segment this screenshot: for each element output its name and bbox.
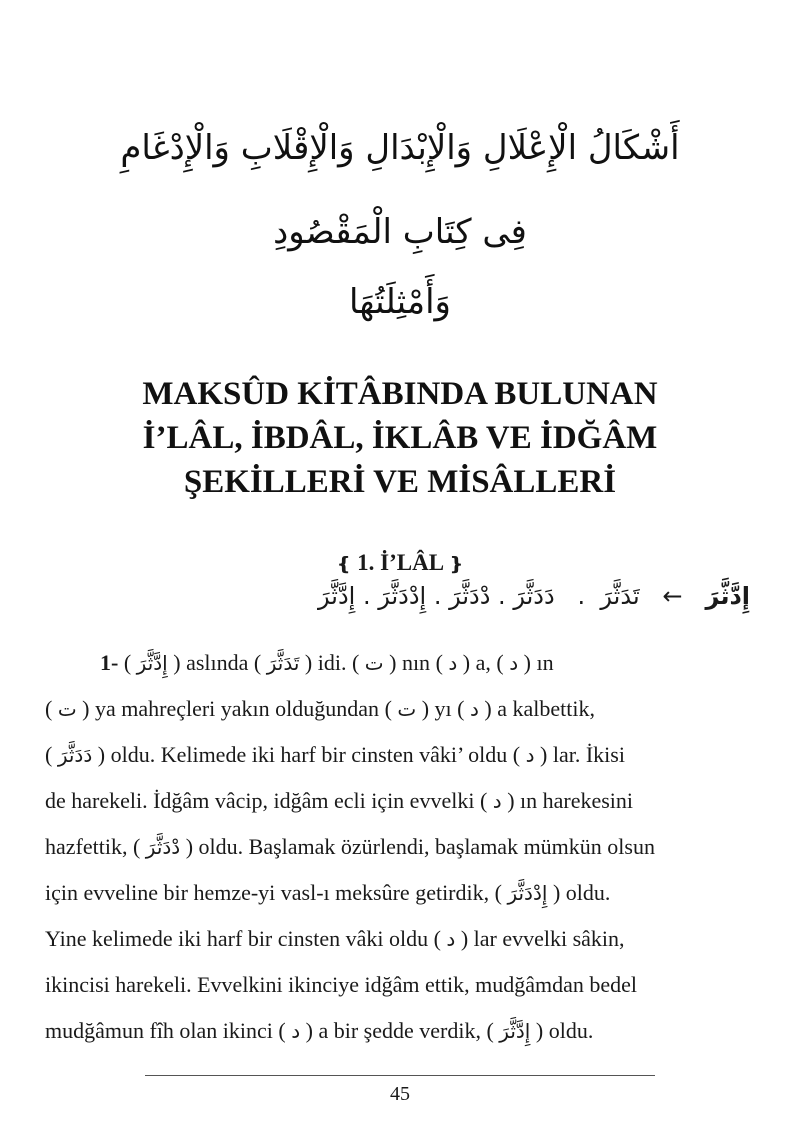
text-run: a, (475, 650, 491, 675)
text-run: oldu. (565, 880, 611, 905)
text-run: lar. İkisi (552, 742, 625, 767)
arabic-term: إِدَّثَّرَ (499, 1019, 531, 1043)
section-heading (0, 550, 800, 576)
paragraph-line-6: için evveline bir hemze-yi vasl-ı meksûre getirdik, ( إِدْدَثَّرَ ) oldu. (45, 880, 611, 905)
paragraph-line-2: ( ت ) ya mahreçleri yakın olduğundan ( ت ) yı ( د ) a kalbettik, (45, 696, 595, 721)
footer-divider (145, 1075, 655, 1076)
arabic-term: د (492, 789, 502, 813)
arabic-term: د (448, 651, 458, 675)
arabic-term: إِدَّثَّرَ (136, 651, 168, 675)
derivation-arrow: ← (662, 582, 683, 610)
chapter-title-line-2: İ’LÂL, İBDÂL, İKLÂB VE İDĞÂM (142, 420, 658, 456)
paragraph-line-8 (45, 962, 760, 1008)
paragraph-line-4: de harekeli. İdğâm vâcip, idğâm ecli için evvelki ( د ) ın harekesini (45, 788, 634, 813)
text-run: ın (536, 650, 554, 675)
text-run: a kalbettik, (497, 696, 595, 721)
arabic-term: ت (364, 651, 384, 675)
chapter-title-line-3: ŞEKİLLERİ VE MİSÂLLERİ (183, 464, 617, 500)
derivation-step-1: تَدَثَّرَ (600, 582, 640, 610)
arabic-term: دْدَثَّرَ (145, 835, 181, 859)
text-run: hazfettik, (45, 834, 128, 859)
text-run: mudğâmun fîh olan ikinci (45, 1018, 273, 1043)
arabic-heading-line-2: فِى كِتَابِ الْمَقْصُودِ (273, 212, 527, 252)
text-run: a bir şedde verdik, (318, 1018, 481, 1043)
ornament-right: ❵ (448, 554, 464, 574)
derivation-step-5: إِدَّثَّرَ (318, 582, 356, 610)
derivation-sep-3: . (433, 582, 442, 610)
paragraph-line-3: ( دَدَثَّرَ ) oldu. Kelimede iki harf bir cinsten vâki’ oldu ( د ) lar. İkisi (45, 742, 625, 767)
text-run: aslında (186, 650, 249, 675)
arabic-term: إِدْدَثَّرَ (507, 881, 548, 905)
text-run: Yine kelimede iki harf bir cinsten vâki oldu (45, 926, 429, 951)
derivation-step-3: دْدَثَّرَ (449, 582, 491, 610)
section-label: 1. İ’LÂL (357, 550, 443, 575)
paragraph-line-5: hazfettik, ( دْدَثَّرَ ) oldu. Başlamak özürlendi, başlamak mümkün olsun (45, 834, 655, 859)
derivation-sep-1: . (577, 582, 586, 610)
chapter-title (0, 372, 800, 504)
arabic-term: د (509, 651, 519, 675)
arabic-term: ت (397, 697, 417, 721)
paragraph-line-1: 1- ( إِدَّثَّرَ ) aslında ( تَدَثَّرَ ) idi. ( ت ) nın ( د ) a, ( د ) ın (100, 650, 554, 675)
paragraph-body (45, 640, 760, 1054)
text-run: ın harekesini (520, 788, 634, 813)
text-run: ikincisi harekeli. Evvelkini ikinciye idğâm ettik, mudğâmdan bedel (45, 972, 638, 997)
derivation-step-4: إِدْدَثَّرَ (378, 582, 427, 610)
text-run: yı (434, 696, 452, 721)
arabic-term: دَدَثَّرَ (57, 743, 93, 767)
text-run: idi. (317, 650, 347, 675)
text-run: oldu. (548, 1018, 594, 1043)
ornament-left: ❴ (336, 554, 352, 574)
paragraph-line-9: mudğâmun fîh olan ikinci ( د ) a bir şedde verdik, ( إِدَّثَّرَ ) oldu. (45, 1018, 594, 1043)
arabic-term: د (446, 927, 456, 951)
arabic-term: د (525, 743, 535, 767)
arabic-heading-line-3: وَأَمْثِلَتُهَا (349, 282, 451, 322)
derivation-sep-2: . (498, 582, 506, 610)
derivation-line (250, 582, 750, 610)
arabic-heading-line-1: أَشْكَالُ الْإِعْلَالِ وَالْإِبْدَالِ وَالْإِقْلَابِ وَالْإِدْغَامِ (120, 128, 680, 168)
derivation-result: إِدَّثَّرَ (705, 582, 750, 610)
derivation-sep-4: . (362, 582, 371, 610)
derivation-step-2: دَدَثَّرَ (513, 582, 555, 610)
text-run: de harekeli. İdğâm vâcip, idğâm ecli için evvelki (45, 788, 475, 813)
text-run: lar evvelki sâkin, (473, 926, 625, 951)
paragraph-line-7: Yine kelimede iki harf bir cinsten vâki oldu ( د ) lar evvelki sâkin, (45, 926, 625, 951)
text-run: için evveline bir hemze-yi vasl-ı meksûre getirdik, (45, 880, 490, 905)
arabic-term: د (470, 697, 479, 721)
arabic-term: تَدَثَّرَ (266, 651, 300, 675)
chapter-title-line-1: MAKSÛD KİTÂBINDA BULUNAN (142, 376, 658, 412)
arabic-term: د (291, 1019, 301, 1043)
text-run: nın (401, 650, 431, 675)
text-run: oldu. Kelimede iki harf bir cinsten vâki’ oldu (110, 742, 508, 767)
item-number: 1- (100, 650, 119, 675)
text-run: oldu. Başlamak özürlendi, başlamak mümkün olsun (198, 834, 655, 859)
text-run: ya mahreçleri yakın olduğundan (94, 696, 380, 721)
page-number: 45 (390, 1083, 410, 1105)
arabic-term: ت (57, 697, 77, 721)
